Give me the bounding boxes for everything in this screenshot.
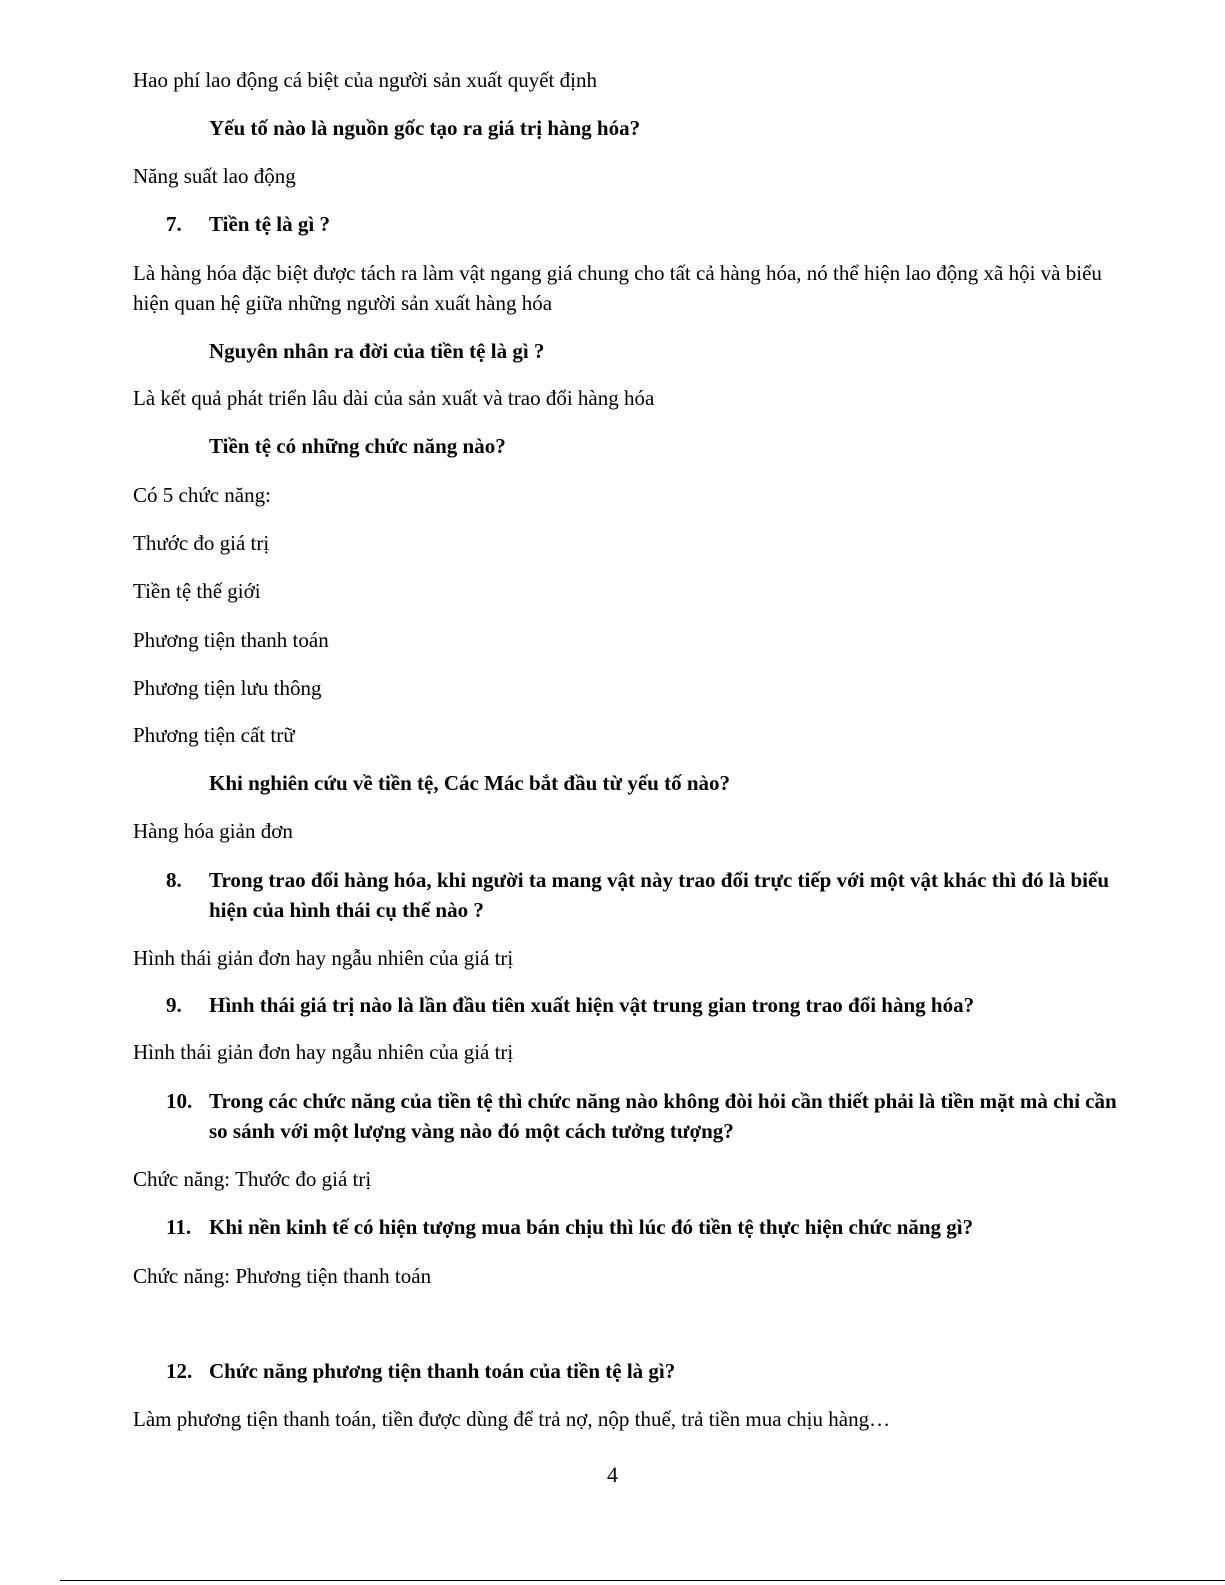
answer-text: Hao phí lao động cá biệt của người sản xuất quyết định	[133, 68, 597, 92]
answer-text: Hình thái giản đơn hay ngẫu nhiên của giá trị	[133, 946, 514, 970]
page-number: 4	[607, 1462, 618, 1487]
question-number: 12.	[166, 1359, 193, 1383]
question-heading: Khi nghiên cứu về tiền tệ, Các Mác bắt đầu từ yếu tố nào?	[209, 771, 731, 795]
list-item: Phương tiện thanh toán	[133, 628, 329, 652]
question-heading: Trong các chức năng của tiền tệ thì chức năng nào không đòi hỏi cần thiết phải là tiền mặt mà chỉ cần so sánh với một lượng vàng nào đó một cách tưởng tượng?	[209, 1089, 1117, 1143]
question-number: 7.	[166, 212, 182, 236]
answer-text: Hàng hóa giản đơn	[133, 819, 293, 843]
question-heading: Yếu tố nào là nguồn gốc tạo ra giá trị hàng hóa?	[209, 116, 641, 140]
answer-text: Chức năng: Phương tiện thanh toán	[133, 1264, 432, 1288]
answer-text: Năng suất lao động	[133, 164, 296, 188]
list-item: Phương tiện cất trữ	[133, 723, 295, 747]
list-item: Thước đo giá trị	[133, 531, 270, 555]
question-number: 8.	[166, 868, 182, 892]
list-item: Tiền tệ thế giới	[133, 579, 261, 603]
question-number: 10.	[166, 1089, 193, 1113]
answer-text: Hình thái giản đơn hay ngẫu nhiên của giá trị	[133, 1040, 514, 1064]
answer-text: Làm phương tiện thanh toán, tiền được dùng để trả nợ, nộp thuế, trả tiền mua chịu hàng…	[133, 1407, 891, 1431]
question-number: 9.	[166, 993, 182, 1017]
question-number: 11.	[166, 1215, 192, 1239]
list-item: Phương tiện lưu thông	[133, 676, 322, 700]
answer-text: Chức năng: Thước đo giá trị	[133, 1167, 372, 1191]
question-heading: Tiền tệ là gì ?	[209, 212, 330, 236]
question-heading: Nguyên nhân ra đời của tiền tệ là gì ?	[209, 339, 545, 363]
answer-text: Có 5 chức năng:	[133, 483, 271, 507]
answer-paragraph: Là hàng hóa đặc biệt được tách ra làm vật ngang giá chung cho tất cả hàng hóa, nó thể hiện lao động xã hội và biểu hiện quan hệ giữa những người sản xuất hàng hóa	[133, 261, 1102, 315]
question-heading: Chức năng phương tiện thanh toán của tiền tệ là gì?	[209, 1359, 676, 1383]
page-bottom-divider	[60, 1580, 1225, 1581]
question-heading: Trong trao đổi hàng hóa, khi người ta mang vật này trao đổi trực tiếp với một vật khác thì đó là biểu hiện của hình thái cụ thể nào ?	[209, 868, 1110, 922]
question-heading: Hình thái giá trị nào là lần đầu tiên xuất hiện vật trung gian trong trao đổi hàng hóa?	[209, 993, 975, 1017]
question-heading: Tiền tệ có những chức năng nào?	[209, 434, 506, 458]
question-heading: Khi nền kinh tế có hiện tượng mua bán chịu thì lúc đó tiền tệ thực hiện chức năng gì?	[209, 1215, 974, 1239]
answer-text: Là kết quả phát triển lâu dài của sản xuất và trao đổi hàng hóa	[133, 386, 655, 410]
